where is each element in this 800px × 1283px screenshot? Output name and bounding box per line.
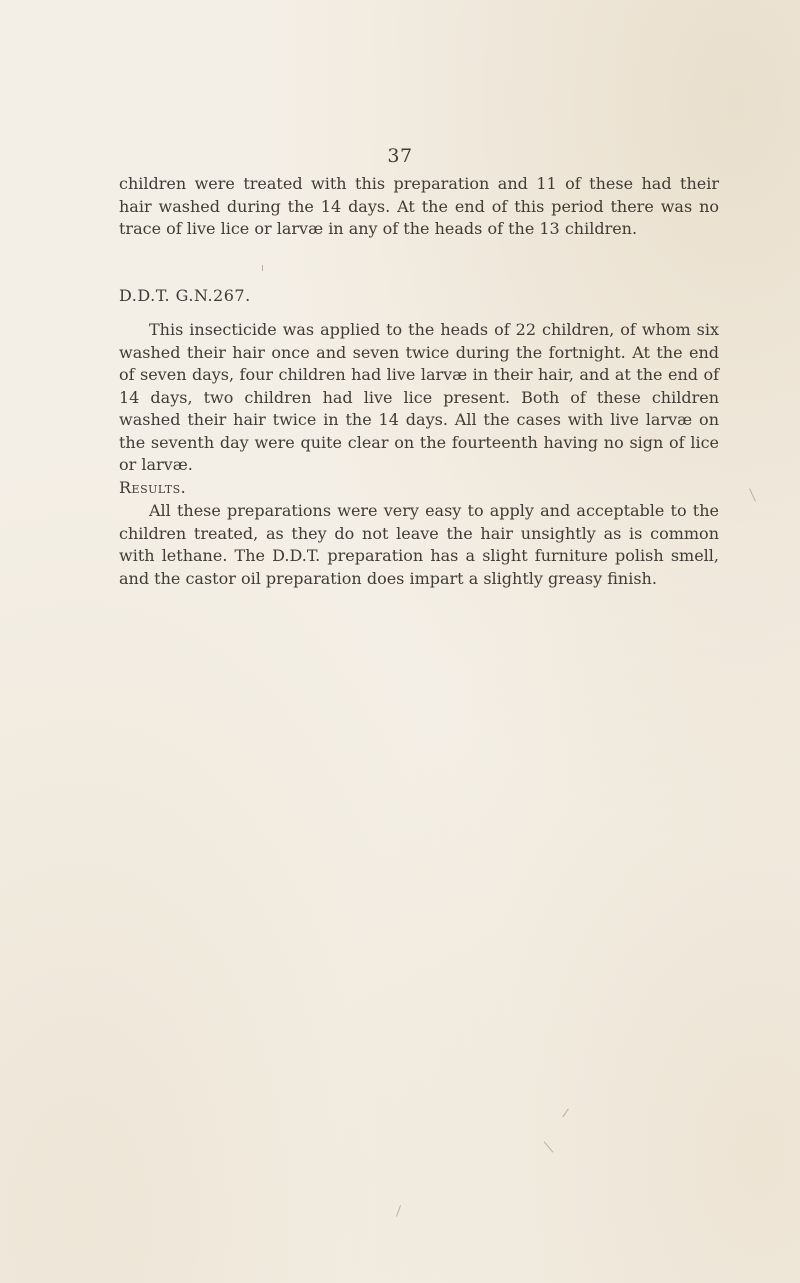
section-heading-results: Results. [119, 478, 187, 497]
paragraph-ddt: This insecticide was applied to the heads of 22 children, of whom six washed their hair once and seven twice during the fortnight. At the end of seven days, four children had live larvæ in their hair, and at the end of 14 days, two children had live lice present. Both of these children washed their hair twice in the 14 days. All the cases with live larvæ on the seventh day were quite clear on the fourteenth having no sign of lice or larvæ. [119, 320, 719, 474]
paper-speck [262, 265, 263, 271]
section-heading-ddt: D.D.T. G.N.267. [119, 286, 251, 305]
paper-speck [396, 1205, 401, 1217]
paragraph-continued: children were treated with this preparation and 11 of these had their hair washed during the 14 days. At the end of this period there was no trace of live lice or larvæ in any of the heads of the 13 children. [119, 174, 719, 238]
paper-speck [749, 488, 756, 501]
paper-speck [544, 1141, 554, 1152]
paragraph-results: All these preparations were very easy to apply and acceptable to the children treated, as they do not leave the hair unsightly as is common with lethane. The D.D.T. preparation has a slight furniture polish smell, and the castor oil preparation does impart a slightly greasy finish. [119, 501, 719, 588]
paper-speck [562, 1109, 569, 1118]
page-number: 37 [387, 145, 413, 167]
